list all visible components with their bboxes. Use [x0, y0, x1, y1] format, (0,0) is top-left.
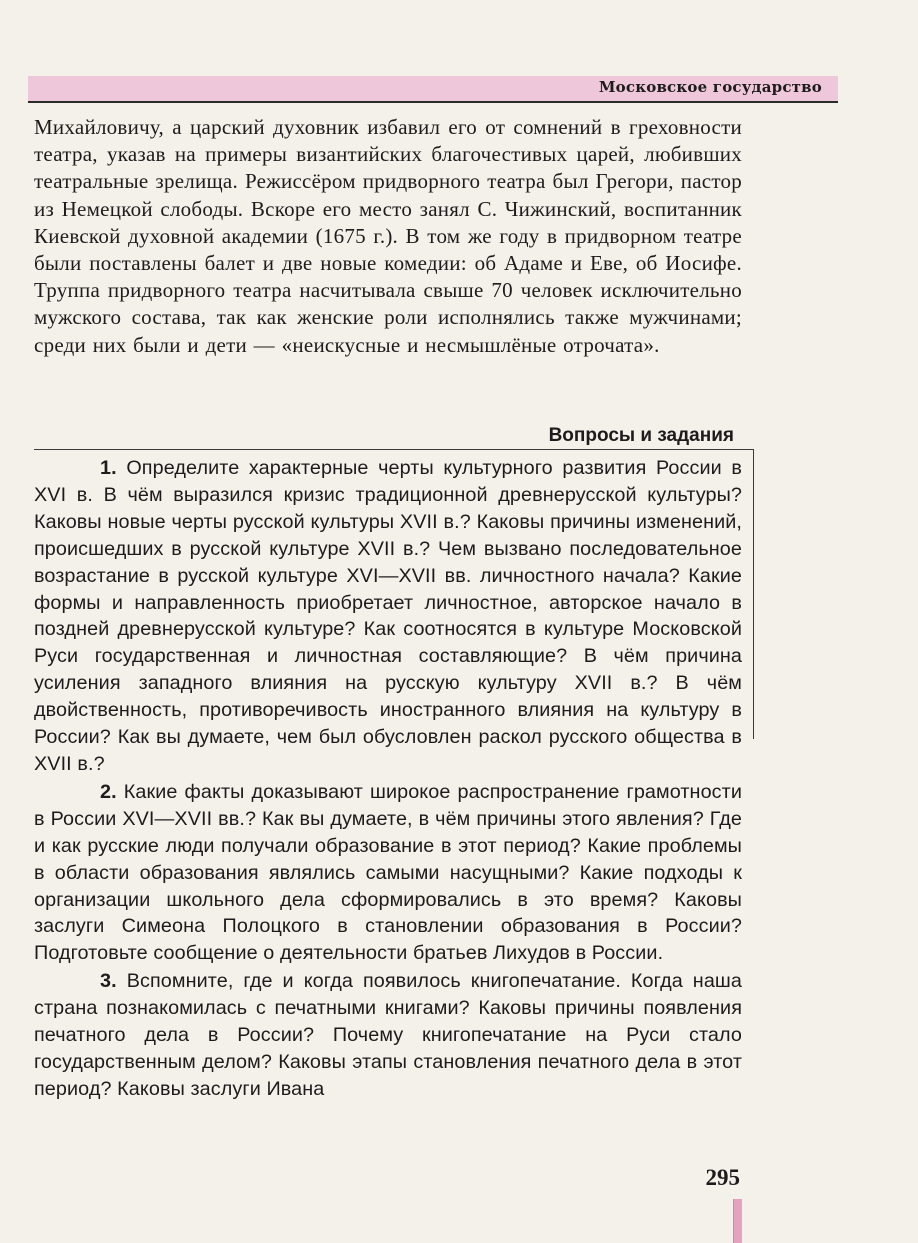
questions-list [34, 455, 742, 1103]
question-text: Какие факты доказывают широкое распространение грамотности в России XVI—XVII вв.? Как вы думаете, в чём причины этого явления? Где и как русские люди получали образование в этот период? Какие проблемы в области образования являлись самыми насущными? Какие подходы к организации школьного дела сформировались в это время? Каковы заслуги Симеона Полоцкого в становлении образования в России? Подготовьте сообщение о деятельности братьев Лихудов в России. [34, 780, 742, 965]
question-number: 3. [100, 970, 117, 993]
header-rule [28, 101, 838, 103]
question-number: 1. [100, 457, 117, 479]
body-paragraph: Михайловичу, а царский духовник избавил его от сомнений в греховности театра, указав на примеры византийских благочестивых царей, любивших театральные зрелища. Режиссёром придворного театра был Грегори, пастор из Немецкой слободы. Вскоре его место занял С. Чижинский, воспитанник Киевской духовной академии (1675 г.). В том же году в придворном театре были поставлены балет и две новые комедии: об Адаме и Еве, об Иосифе. Труппа придворного театра насчитывала свыше 70 человек исключительно мужского состава, так как женские роли исполнялись также мужчинами; среди них были и дети — «неискусные и несмышлёные отрочата». [34, 115, 742, 357]
page-edge-tab [733, 1199, 742, 1243]
questions-heading-rule [34, 449, 754, 450]
question-text: Определите характерные черты культурного развития России в XVI в. В чём выразился кризис традиционной древнерусской культуры? Каковы новые черты русской культуры XVII в.? Каковы причины изменений, происшедших в русской культуре XVII в.? Чем вызвано последовательное возрастание в русской культуре XVI—XVII вв. личностного начала? Какие формы и направленность приобретает личностное, авторское начало в поздней древнерусской культуре? Как соотносятся в культуре Московской Руси государственная и личностная составляющие? В чём причина усиления западного влияния на русскую культуру XVII в.? В чём двойственность, противоречивость иностранного влияния на культуру в России? Как вы думаете, чем был обусловлен раскол русского общества в XVII в.? [34, 457, 742, 775]
questions-side-rule [753, 450, 754, 739]
running-head: Московское государство [598, 78, 822, 96]
question-item [34, 455, 742, 778]
question-number: 2. [100, 780, 117, 803]
questions-heading: Вопросы и задания [548, 425, 734, 446]
page-number: 295 [705, 1165, 740, 1190]
question-item [34, 968, 742, 1103]
question-item [34, 779, 742, 967]
question-text: Вспомните, где и когда появилось книгопечатание. Когда наша страна познакомилась с печатными книгами? Каковы причины появления печатного дела в России? Почему книгопечатание на Руси стало государственным делом? Каковы этапы становления печатного дела в этот период? Каковы заслуги Ивана [34, 970, 742, 1100]
